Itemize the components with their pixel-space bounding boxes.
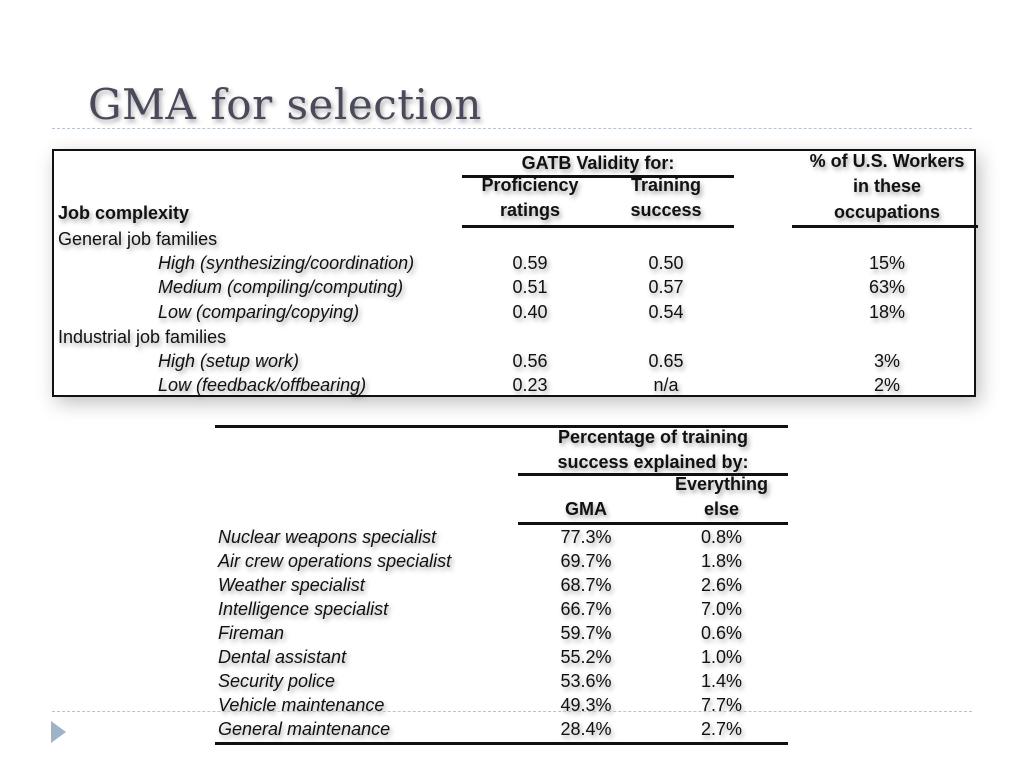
occupation-name: Nuclear weapons specialist: [218, 527, 437, 547]
col-everything-line1: Everything: [674, 474, 769, 494]
col-pct-line2: in these: [852, 176, 922, 196]
gma-value: 68.7%: [560, 575, 612, 595]
col-job-complexity: Job complexity: [58, 203, 190, 223]
proficiency-value: 0.51: [512, 277, 548, 297]
gma-value: 53.6%: [560, 671, 612, 691]
everything-else-value: 0.8%: [700, 527, 743, 547]
occupation-name: Weather specialist: [218, 575, 365, 595]
training-value: 0.54: [648, 302, 684, 322]
occupation-name: Vehicle maintenance: [218, 695, 385, 715]
table2-group-header-line2: success explained by:: [557, 452, 749, 472]
gatb-group-header: GATB Validity for:: [521, 153, 675, 173]
col-training-line1: Training: [630, 175, 701, 195]
pct-col-underline: [792, 225, 978, 228]
col-training-line2: success: [630, 200, 702, 220]
occupation-name: General maintenance: [218, 719, 391, 739]
everything-else-value: 1.8%: [700, 551, 743, 571]
occupation-name: Dental assistant: [218, 647, 347, 667]
job-row-name: Medium (compiling/computing): [158, 277, 404, 297]
gatb-validity-table: [52, 149, 976, 397]
pct-value: 2%: [873, 375, 900, 395]
proficiency-value: 0.56: [512, 351, 548, 371]
section-label: General job families: [58, 229, 218, 249]
validity-cols-underline: [462, 225, 734, 228]
proficiency-value: 0.23: [512, 375, 548, 395]
job-row-name: High (setup work): [158, 351, 300, 371]
col-everything-line2: else: [703, 499, 740, 519]
everything-else-value: 2.6%: [700, 575, 743, 595]
gma-value: 69.7%: [560, 551, 612, 571]
everything-else-value: 0.6%: [700, 623, 743, 643]
job-row-name: Low (comparing/copying): [158, 302, 360, 322]
pct-value: 15%: [868, 253, 906, 273]
job-row-name: High (synthesizing/coordination): [158, 253, 415, 273]
everything-else-value: 1.4%: [700, 671, 743, 691]
gma-value: 49.3%: [560, 695, 612, 715]
occupation-name: Fireman: [218, 623, 285, 643]
everything-else-value: 1.0%: [700, 647, 743, 667]
slide-title: GMA for selection: [88, 80, 482, 129]
gma-value: 66.7%: [560, 599, 612, 619]
col-proficiency-line2: ratings: [499, 200, 560, 220]
table2-header-underline: [518, 522, 788, 525]
gma-value: 77.3%: [560, 527, 612, 547]
occupation-name: Intelligence specialist: [218, 599, 389, 619]
pct-value: 18%: [868, 302, 906, 322]
training-value: 0.50: [648, 253, 684, 273]
occupation-name: Security police: [218, 671, 336, 691]
col-pct-line3: occupations: [833, 202, 940, 222]
col-pct-line1: % of U.S. Workers: [809, 151, 965, 171]
section-label: Industrial job families: [58, 327, 227, 347]
gma-value: 55.2%: [560, 647, 612, 667]
training-success-table: [215, 425, 790, 745]
job-row-name: Low (feedback/offbearing): [158, 375, 367, 395]
play-triangle-icon[interactable]: [51, 721, 66, 743]
footer-divider: [52, 711, 972, 712]
training-value: n/a: [653, 375, 679, 395]
proficiency-value: 0.40: [512, 302, 548, 322]
pct-value: 63%: [868, 277, 906, 297]
everything-else-value: 2.7%: [700, 719, 743, 739]
col-proficiency-line1: Proficiency: [481, 175, 579, 195]
table2-group-header-line1: Percentage of training: [557, 427, 749, 447]
training-value: 0.65: [648, 351, 684, 371]
table2-bottom-rule: [215, 742, 788, 745]
gma-value: 59.7%: [560, 623, 612, 643]
gma-value: 28.4%: [560, 719, 612, 739]
occupation-name: Air crew operations specialist: [218, 551, 452, 571]
proficiency-value: 0.59: [512, 253, 548, 273]
everything-else-value: 7.7%: [700, 695, 743, 715]
title-divider: [52, 128, 972, 129]
everything-else-value: 7.0%: [700, 599, 743, 619]
col-gma: GMA: [565, 499, 607, 519]
pct-value: 3%: [873, 351, 900, 371]
training-value: 0.57: [648, 277, 684, 297]
